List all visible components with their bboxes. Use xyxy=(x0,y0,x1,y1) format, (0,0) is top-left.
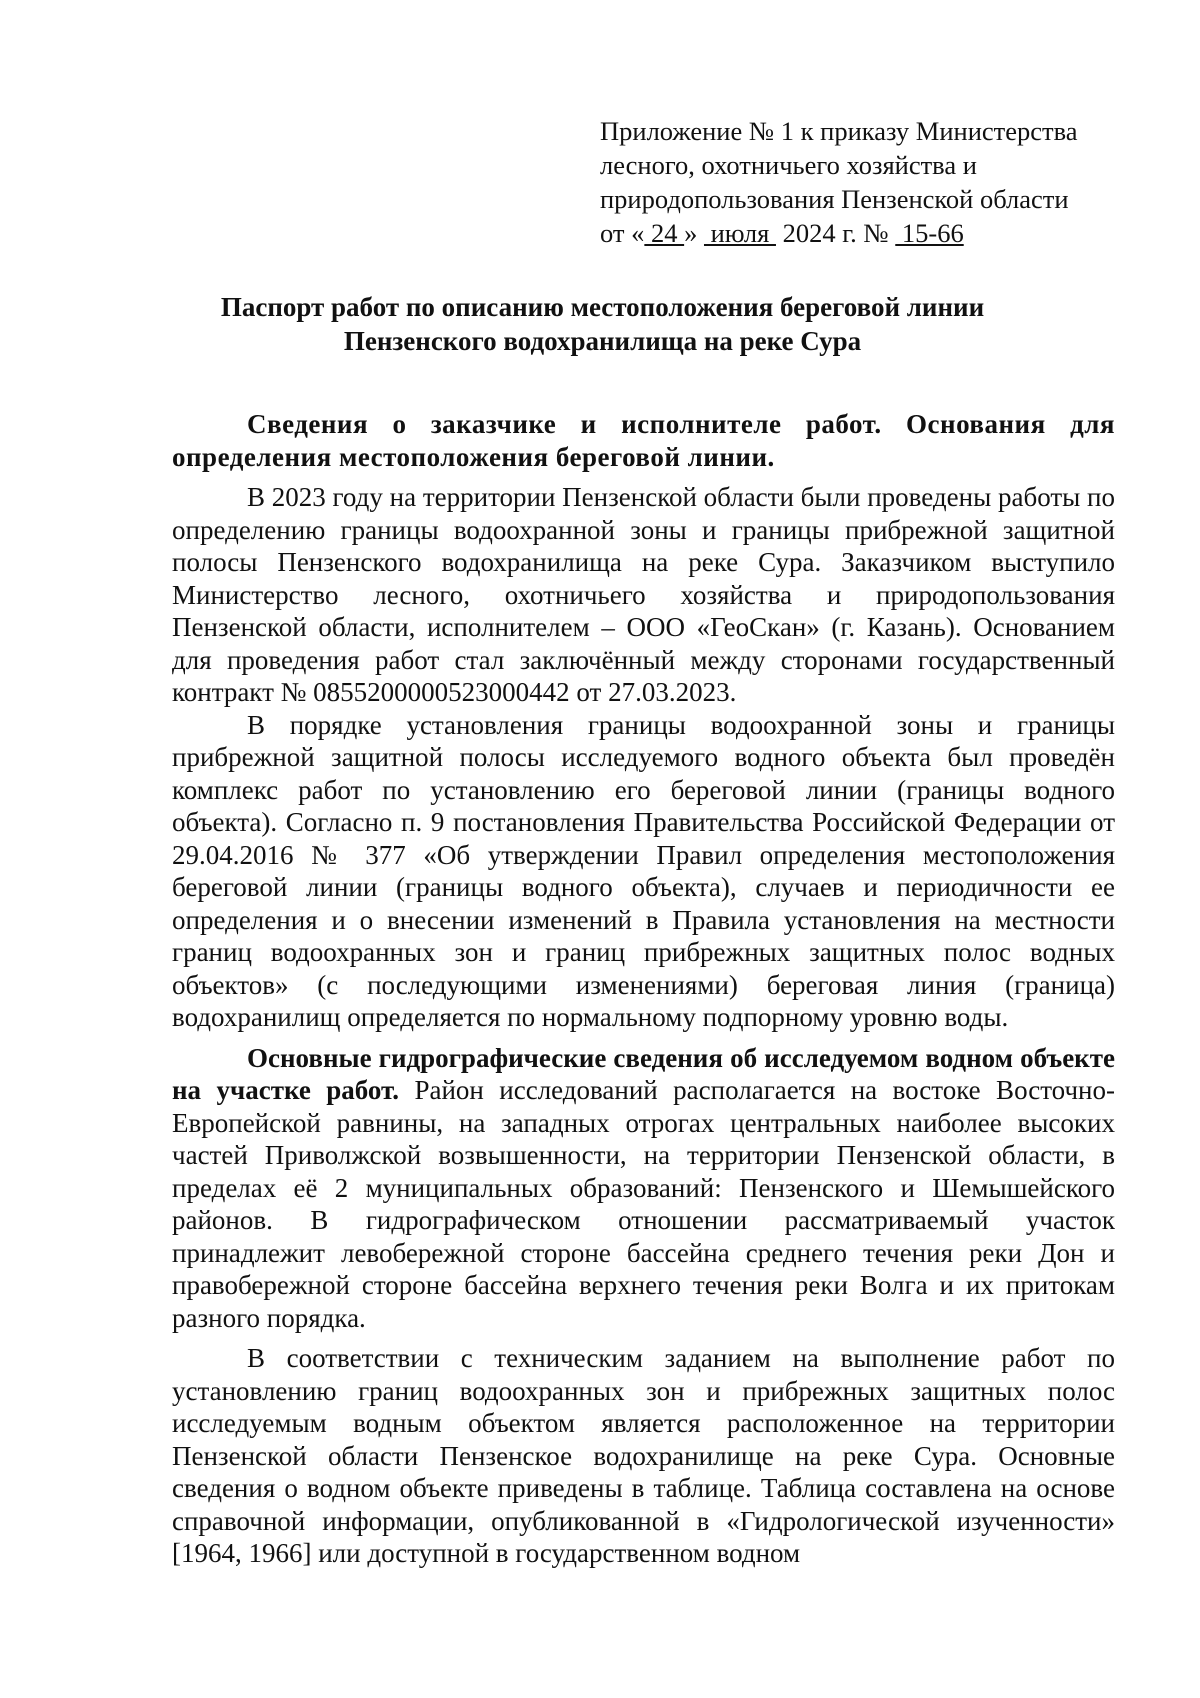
order-day: 24 xyxy=(644,218,685,248)
title-line-2: Пензенского водохранилища на реке Сура xyxy=(343,326,862,356)
appendix-line-2: лесного, охотничьего хозяйства и xyxy=(600,150,977,180)
title-line-1: Паспорт работ по описанию местоположения береговой линии xyxy=(220,292,985,322)
hydro-heading: Основные гидрографические сведения об исследуемом водном объекте на участке работ. xyxy=(172,1042,1115,1105)
appendix-line-3: природопользования Пензенской области xyxy=(600,184,1069,214)
appendix-block xyxy=(600,114,1120,250)
order-number: 15-66 xyxy=(895,218,964,248)
appendix-date-line xyxy=(600,216,1120,250)
appendix-line-1: Приложение № 1 к приказу Министерства xyxy=(600,116,1078,146)
customer-heading-paragraph xyxy=(172,408,1115,473)
order-year: 2024 г. № xyxy=(775,218,896,248)
paragraph-1: В 2023 году на территории Пензенской области были проведены работы по определению границы водоохранной зоны и границы прибрежной защитной полосы Пензенского водохранилища на реке Сура. Заказчиком выступило Министерство лесного, охотничьего хозяйства и природопользования Пензенской области, исполнителем – ООО «ГеоСкан» (г. Казань). Основанием для проведения работ стал заключённый между сторонами государственный контракт № 0855200000523000442 от 27.03.2023. xyxy=(172,482,1115,707)
date-prefix: от « xyxy=(600,218,645,248)
customer-heading: Сведения о заказчике и исполнителе работ. Основания для определения местоположения береговой линии. xyxy=(172,409,1115,472)
order-month: июля xyxy=(703,218,776,248)
quote-close: » xyxy=(684,218,704,248)
paragraph-3: Район исследований располагается на востоке Восточно-Европейской равнины, на западных отрогах центральных наиболее высоких частей Приволжской возвышенности, на территории Пензенской области, в пределах её 2 муниципальных образований: Пензенского и Шемышейского районов. В гидрографическом отношении рассматриваемый участок принадлежит левобережной стороне бассейна среднего течения реки Дон и правобережной стороне бассейна верхнего течения реки Волга и их притокам разного порядка. xyxy=(172,1075,1115,1333)
document-body xyxy=(172,408,1115,1570)
paragraph-4: В соответствии с техническим заданием на выполнение работ по установлению границ водоохранных зон и прибрежных защитных полос исследуемым водным объектом является расположенное на территории Пензенской области Пензенское водохранилище на реке Сура. Основные сведения о водном объекте приведены в таблице. Таблица составлена на основе справочной информации, опубликованной в «Гидрологической изученности» [1964, 1966] или доступной в государственном водном xyxy=(172,1343,1115,1568)
paragraph-2: В порядке установления границы водоохранной зоны и границы прибрежной защитной полосы исследуемого водного объекта был проведён комплекс работ по установлению его береговой линии (границы водного объекта). Согласно п. 9 постановления Правительства Российской Федерации от 29.04.2016 № 377 «Об утверждении Правил определения местоположения береговой линии (границы водного объекта), случаев и периодичности ее определения и о внесении изменений в Правила установления на местности границ водоохранных зон и границ прибрежных защитных полос водных объектов» (с последующими изменениями) береговая линия (граница) водохранилищ определяется по нормальному подпорному уровню воды. xyxy=(172,709,1115,1032)
document-title xyxy=(120,290,1085,358)
hydro-paragraph xyxy=(172,1042,1115,1335)
